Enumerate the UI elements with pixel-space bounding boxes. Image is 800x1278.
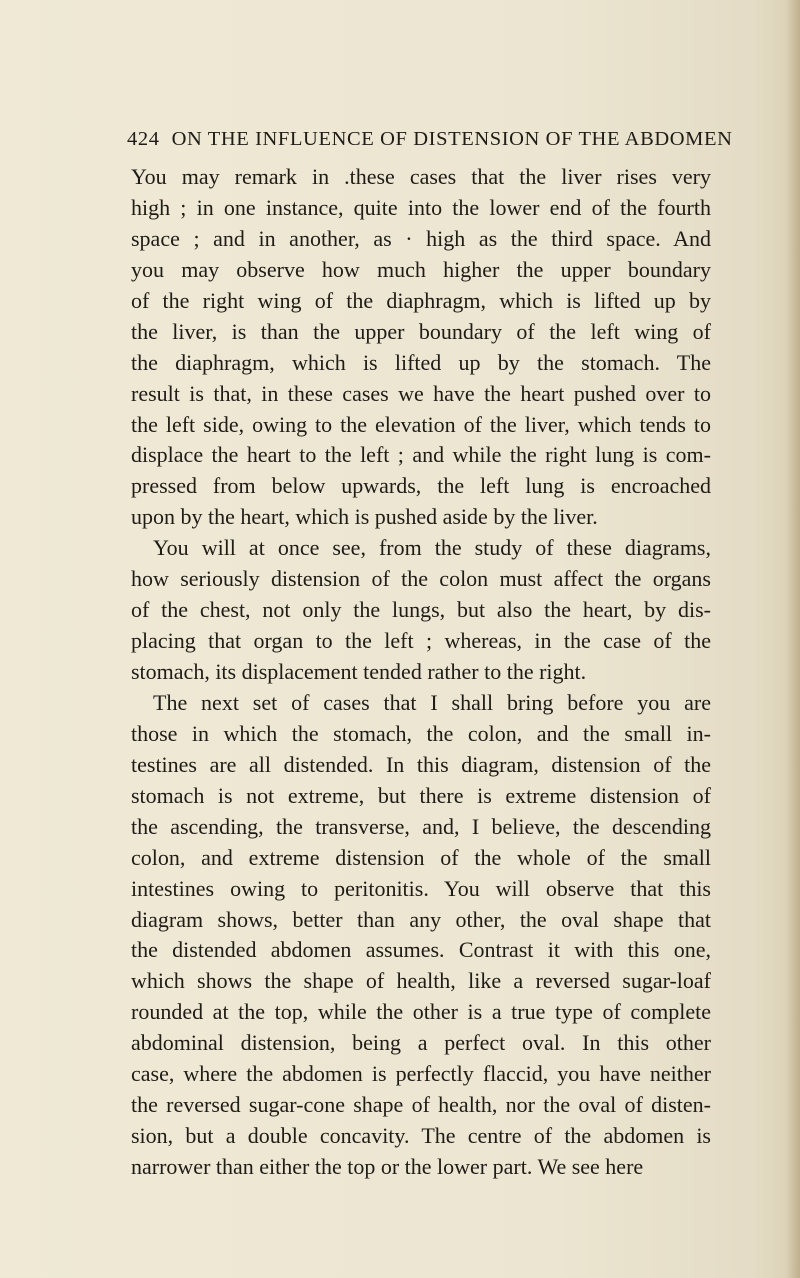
text-line: the left side, owing to the elevation of the liver, which tends to: [131, 411, 711, 437]
text-line: intestines owing to peritonitis. You will observe that this: [131, 875, 711, 901]
text-line: you may observe how much higher the upper boundary: [131, 256, 711, 282]
text-line: displace the heart to the left ; and while the right lung is com-: [131, 442, 711, 468]
text-line: colon, and extreme distension of the whole of the small: [131, 844, 711, 870]
text-line: placing that organ to the left ; whereas, in the case of the: [131, 628, 711, 654]
text-line: rounded at the top, while the other is a true type of complete: [131, 999, 711, 1025]
text-line: which shows the shape of health, like a reversed sugar-loaf: [131, 968, 711, 994]
running-header: [127, 128, 747, 151]
body-text: [131, 162, 711, 1183]
text-line: sion, but a double concavity. The centre of the abdomen is: [131, 1123, 711, 1149]
text-line: those in which the stomach, the colon, and the small in-: [131, 720, 711, 746]
text-line: You will at once see, from the study of these diagrams,: [153, 535, 711, 561]
text-line: high ; in one instance, quite into the lower end of the fourth: [131, 194, 711, 220]
running-title: ON THE INFLUENCE OF DISTENSION OF THE ABDOMEN: [171, 128, 733, 150]
text-line: The next set of cases that I shall bring before you are: [153, 689, 711, 715]
text-line: diagram shows, better than any other, the oval shape that: [131, 906, 711, 932]
text-line: pressed from below upwards, the left lung is encroached: [131, 473, 711, 499]
text-line: case, where the abdomen is perfectly flaccid, you have neither: [131, 1061, 711, 1087]
text-line: result is that, in these cases we have the heart pushed over to: [131, 380, 711, 406]
text-line: the ascending, the transverse, and, I believe, the descending: [131, 813, 711, 839]
text-line: of the chest, not only the lungs, but also the heart, by dis-: [131, 597, 711, 623]
text-line: the liver, is than the upper boundary of the left wing of: [131, 318, 711, 344]
text-line: the diaphragm, which is lifted up by the stomach. The: [131, 349, 711, 375]
text-line: testines are all distended. In this diagram, distension of the: [131, 751, 711, 777]
text-line: stomach, its displacement tended rather to the right.: [131, 659, 587, 684]
text-line: abdominal distension, being a perfect oval. In this other: [131, 1030, 711, 1056]
text-line: the distended abdomen assumes. Contrast it with this one,: [131, 937, 711, 963]
text-line: how seriously distension of the colon must affect the organs: [131, 566, 711, 592]
page-number: 424: [127, 128, 160, 150]
text-line: the reversed sugar-cone shape of health, nor the oval of disten-: [131, 1092, 711, 1118]
text-line: narrower than either the top or the lower part. We see here: [131, 1154, 644, 1179]
page-edge-shadow: [786, 0, 800, 1278]
text-line: of the right wing of the diaphragm, which is lifted up by: [131, 287, 711, 313]
text-line: You may remark in .these cases that the liver rises very: [131, 164, 711, 189]
text-line: upon by the heart, which is pushed aside by the liver.: [131, 504, 598, 530]
text-line: stomach is not extreme, but there is extreme distension of: [131, 782, 711, 808]
text-line: space ; and in another, as · high as the third space. And: [131, 225, 711, 251]
